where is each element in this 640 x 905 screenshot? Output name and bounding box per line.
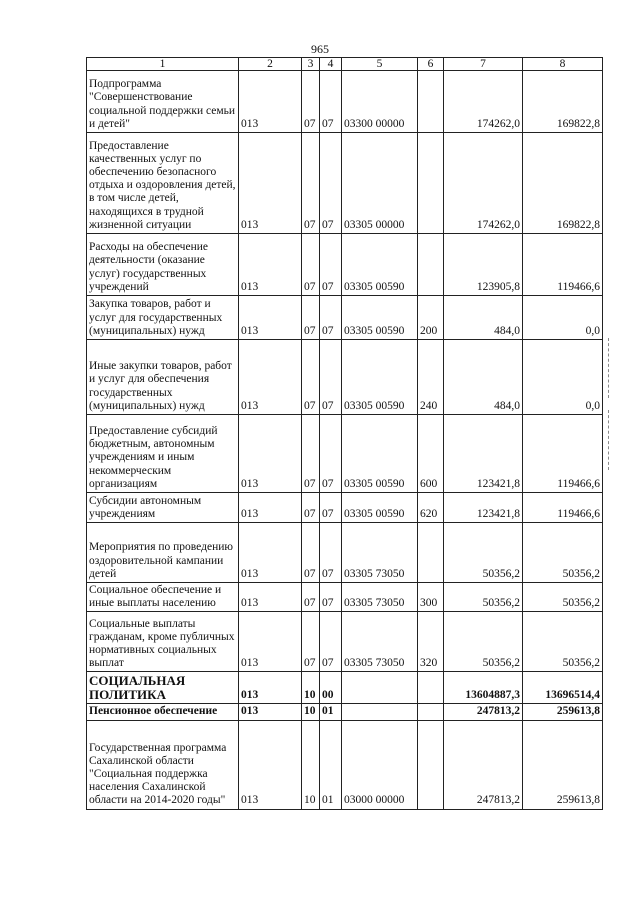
amount-col7: 50356,2 [444,583,523,612]
section-code: 07 [302,296,320,340]
amount-col7: 484,0 [444,296,523,340]
row-name: Закупка товаров, работ и услуг для государственных (муниципальных) нужд [87,296,239,340]
target-article [342,672,418,704]
amount-col7: 123905,8 [444,234,523,296]
target-article: 03305 73050 [342,523,418,583]
table-row [87,296,603,340]
section-code: 10 [302,720,320,809]
row-name: Мероприятия по проведению оздоровительной кампании детей [87,523,239,583]
expense-type [418,71,444,133]
margin-mark [608,410,609,470]
target-article: 03305 73050 [342,612,418,672]
amount-col8: 119466,6 [523,493,603,523]
column-header: 3 [302,58,320,71]
amount-col8: 259613,8 [523,720,603,809]
admin-code: 013 [239,523,302,583]
row-name: Расходы на обеспечение деятельности (оказание услуг) государственных учреждений [87,234,239,296]
header-row [87,58,603,71]
column-header: 8 [523,58,603,71]
column-header: 6 [418,58,444,71]
amount-col8: 119466,6 [523,234,603,296]
column-header: 4 [320,58,342,71]
admin-code: 013 [239,234,302,296]
subsection-code: 07 [320,415,342,493]
expense-type [418,133,444,234]
target-article: 03305 00590 [342,415,418,493]
admin-code: 013 [239,296,302,340]
table-row [87,133,603,234]
table-row [87,493,603,523]
subsection-code: 07 [320,71,342,133]
row-name: Иные закупки товаров, работ и услуг для обеспечения государственных (муниципальных) нужд [87,340,239,415]
row-name: Социальное обеспечение и иные выплаты населению [87,583,239,612]
subsection-code: 07 [320,523,342,583]
section-code: 07 [302,523,320,583]
table-row [87,523,603,583]
admin-code: 013 [239,133,302,234]
expense-type: 240 [418,340,444,415]
subsection-code: 00 [320,672,342,704]
expense-type [418,234,444,296]
section-code: 07 [302,583,320,612]
row-name: Пенсионное обеспечение [87,704,239,720]
amount-col7: 50356,2 [444,523,523,583]
row-name: СОЦИАЛЬНАЯ ПОЛИТИКА [87,672,239,704]
row-name: Субсидии автономным учреждениям [87,493,239,523]
target-article: 03000 00000 [342,720,418,809]
target-article: 03305 00590 [342,296,418,340]
expense-type: 320 [418,612,444,672]
subsection-code: 07 [320,234,342,296]
amount-col7: 50356,2 [444,612,523,672]
expense-type: 620 [418,493,444,523]
section-code: 07 [302,612,320,672]
amount-col7: 123421,8 [444,415,523,493]
column-header: 7 [444,58,523,71]
admin-code: 013 [239,672,302,704]
subsection-code: 07 [320,612,342,672]
row-name: Социальные выплаты гражданам, кроме публичных нормативных социальных выплат [87,612,239,672]
subsection-code: 07 [320,296,342,340]
section-code: 07 [302,71,320,133]
row-name: Предоставление качественных услуг по обеспечению безопасного отдыха и оздоровления детей, в том числе детей, находящихся в трудной жизненной ситуации [87,133,239,234]
row-name: Государственная программа Сахалинской области "Социальная поддержка населения Сахалинской области на 2014-2020 годы" [87,720,239,809]
amount-col7: 247813,2 [444,704,523,720]
subsection-code: 07 [320,493,342,523]
section-code: 07 [302,133,320,234]
amount-col8: 119466,6 [523,415,603,493]
amount-col8: 259613,8 [523,704,603,720]
table-row [87,672,603,704]
table-row [87,340,603,415]
subsection-code: 01 [320,704,342,720]
amount-col8: 169822,8 [523,133,603,234]
admin-code: 013 [239,704,302,720]
amount-col7: 174262,0 [444,71,523,133]
subsection-code: 07 [320,583,342,612]
admin-code: 013 [239,415,302,493]
row-name: Подпрограмма "Совершенствование социальной поддержки семьи и детей" [87,71,239,133]
admin-code: 013 [239,720,302,809]
table-row [87,71,603,133]
expense-type: 300 [418,583,444,612]
admin-code: 013 [239,583,302,612]
expense-type: 600 [418,415,444,493]
subsection-code: 07 [320,133,342,234]
amount-col8: 13696514,4 [523,672,603,704]
target-article: 03305 00590 [342,340,418,415]
margin-mark [608,338,609,398]
table-row [87,583,603,612]
section-code: 07 [302,493,320,523]
admin-code: 013 [239,340,302,415]
budget-table [86,57,603,810]
table-row [87,612,603,672]
amount-col8: 169822,8 [523,71,603,133]
subsection-code: 07 [320,340,342,415]
row-name: Предоставление субсидий бюджетным, автономным учреждениям и иным некоммерческим организациям [87,415,239,493]
target-article: 03305 00590 [342,234,418,296]
target-article [342,704,418,720]
column-header: 1 [87,58,239,71]
amount-col8: 50356,2 [523,583,603,612]
target-article: 03305 73050 [342,583,418,612]
expense-type [418,672,444,704]
expense-type [418,704,444,720]
amount-col8: 0,0 [523,340,603,415]
admin-code: 013 [239,612,302,672]
amount-col7: 247813,2 [444,720,523,809]
subsection-code: 01 [320,720,342,809]
admin-code: 013 [239,71,302,133]
admin-code: 013 [239,493,302,523]
expense-type: 200 [418,296,444,340]
amount-col7: 174262,0 [444,133,523,234]
table-row [87,720,603,809]
target-article: 03305 00000 [342,133,418,234]
amount-col7: 484,0 [444,340,523,415]
table-row [87,415,603,493]
expense-type [418,720,444,809]
target-article: 03300 00000 [342,71,418,133]
column-header: 2 [239,58,302,71]
amount-col8: 50356,2 [523,612,603,672]
table-row [87,234,603,296]
target-article: 03305 00590 [342,493,418,523]
section-code: 10 [302,704,320,720]
section-code: 07 [302,234,320,296]
section-code: 07 [302,415,320,493]
amount-col8: 0,0 [523,296,603,340]
amount-col8: 50356,2 [523,523,603,583]
table-row [87,704,603,720]
section-code: 10 [302,672,320,704]
amount-col7: 123421,8 [444,493,523,523]
expense-type [418,523,444,583]
column-header: 5 [342,58,418,71]
page-number: 965 [311,42,329,56]
amount-col7: 13604887,3 [444,672,523,704]
section-code: 07 [302,340,320,415]
